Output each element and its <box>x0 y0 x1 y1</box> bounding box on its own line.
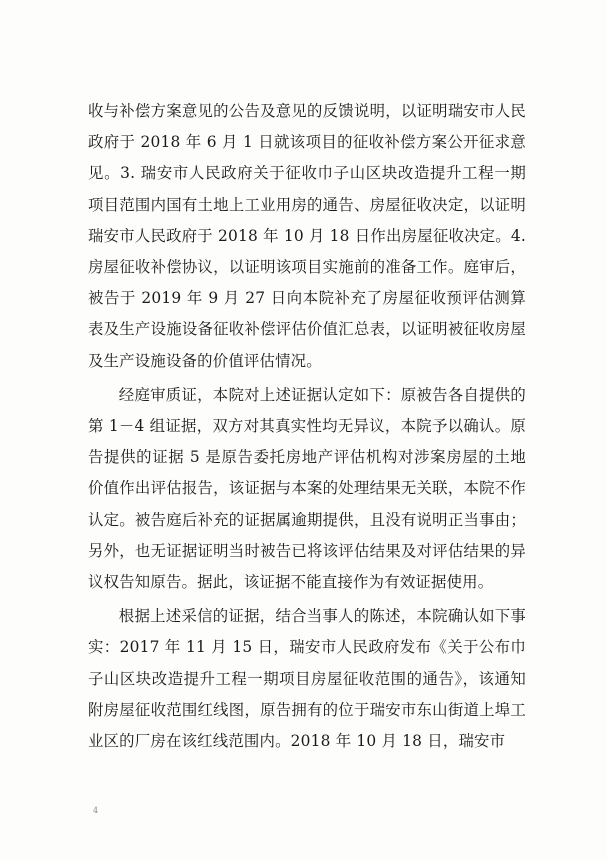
paragraph-evidence-review: 经庭审质证，本院对上述证据认定如下：原被告各自提供的第 1－4 组证据，双方对其真实性均无异议，本院予以确认。原告提供的证据 5 是原告委托房地产评估机构对涉案房屋的土地价值作出评估报告，该证据与本案的处理结果无关联，本院不作认定。被告庭后补充的证据属逾期提供，且没有说明正当事由；另外，也无证据证明当时被告已将该评估结果及对评估结果的异议权告知原告。据此，该证据不能直接作为有效证据使用。 <box>88 385 526 592</box>
paragraph-facts-confirmed: 根据上述采信的证据，结合当事人的陈述，本院确认如下事实：2017 年 11 月 15 日，瑞安市人民政府发布《关于公布巾子山区块改造提升工程一期项目房屋征收范围的通告》，该通知附房屋征收范围红线图，原告拥有的位于瑞安市东山街道上埠工业区的厂房在该红线范围内。2018 年 10 月 18 日，瑞安市 <box>88 607 526 751</box>
paragraph-evidence-list-continued: 收与补偿方案意见的公告及意见的反馈说明，以证明瑞安市人民政府于 2018 年 6 月 1 日就该项目的征收补偿方案公开征求意见。3. 瑞安市人民政府关于征收巾子山区块改造提升工程一期项目范围内国有土地上工业用房的通告、房屋征收决定，以证明瑞安市人民政府于 2018 年 10 月 18 日作出房屋征收决定。4. 房屋征收补偿协议，以证明该项目实施前的准备工作。庭审后，被告于 2019 年 9 月 27 日向本院补充了房屋征收预评估测算表及生产设施设备征收补偿评估价值汇总表，以证明被征收房屋及生产设施设备的价值评估情况。 <box>88 102 526 370</box>
document-body <box>88 96 526 757</box>
page-number: 4 <box>93 806 99 815</box>
